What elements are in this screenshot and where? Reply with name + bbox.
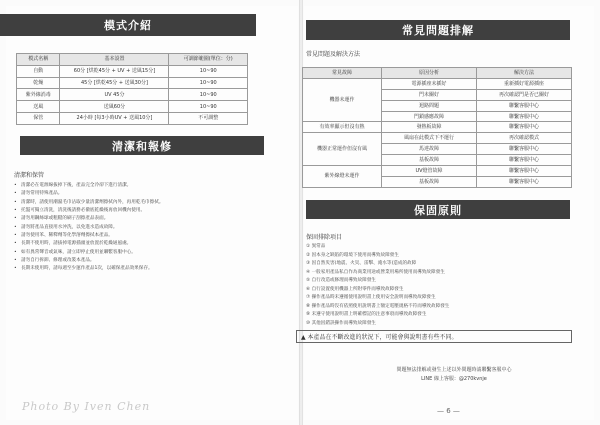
clean-title: 清潔和報修: [112, 139, 172, 153]
modes-header-name: 模式名稱: [17, 54, 60, 66]
list-item: • 請勿常用特殊產品。: [14, 191, 63, 197]
modes-header-range: 可調節範圍(單位：分): [169, 54, 248, 66]
list-item: • 請勿用鋼絲球或粗糙的刷子刮擦產品表面。: [14, 216, 109, 222]
table-cell: 10~90: [169, 77, 248, 89]
list-item-text: 請勿常用特殊產品。: [21, 191, 63, 197]
table-row: [17, 112, 248, 124]
table-cell: 機器正常運作但沒有風: [303, 133, 382, 166]
modes-table-header: [17, 54, 248, 66]
table-cell: UV 45分: [60, 89, 169, 101]
list-item: ⑦ 操作產品時未遵循使用說明書上使用安全說明而導致故障發生: [306, 295, 436, 300]
list-item-text: 如有異常聲音或氣味，請立即停止使用並聯繫客服中心。: [21, 249, 136, 255]
modes-header-basic: 基本設置: [60, 54, 169, 66]
modes-title: 模式介紹: [104, 19, 152, 32]
contact-info: [394, 366, 514, 384]
table-cell: 電源插座未插好: [382, 78, 477, 89]
faq-subtitle: 常見問題及解決方法: [306, 51, 361, 58]
notice-text: ▲ 本產品在不斷改進的狀況下，可能會與說明書有些不同。: [301, 334, 458, 341]
table-cell: 不可調整: [169, 112, 248, 124]
table-cell: 聯繫客服中心: [477, 176, 572, 187]
list-item: • 長期不使用時，請拔掉電源插頭並放置於乾燥通風處。: [14, 241, 132, 247]
table-cell: 馬達故障: [382, 144, 477, 155]
page-fold: [299, 0, 303, 425]
faq-header-problem: 常見故障: [303, 68, 382, 79]
table-cell: 紫外線燈未運作: [303, 166, 382, 188]
list-item-text: 托盤可獨立清洗，清洗後請務必徹底乾燥後再放回機內使用。: [21, 208, 146, 214]
table-cell: 風扇在此模式下不運行: [382, 133, 477, 144]
table-row: [303, 166, 572, 177]
list-item: • 清潔時，請使用潮濕毛巾沾取少量清潔劑擦拭內外，再用乾毛巾擦拭。: [14, 199, 164, 205]
list-item-text: 長期未使用時，請每週至少運作產品1次，以確保產品效果保存。: [21, 266, 153, 272]
table-row: [17, 65, 248, 77]
table-cell: 乾燥: [17, 77, 60, 89]
list-item-text: 清潔必在電源線拔掉下後，產品完全冷卻下進行清潔。: [21, 183, 132, 188]
table-cell: 45分 [烘乾45分 + 送風30分]: [60, 77, 169, 89]
table-cell: 再次確認門是否已關好: [477, 89, 572, 100]
table-cell: 60分 [烘乾45分 + UV + 送風15分]: [60, 65, 169, 77]
table-cell: 聯繫客服中心: [477, 111, 572, 122]
table-row: [303, 122, 572, 133]
modes-table: [16, 53, 248, 125]
faq-header-solution: 解決方法: [477, 68, 572, 79]
table-row: [17, 101, 248, 113]
list-item: ① 異常品: [306, 244, 326, 249]
table-row: [303, 78, 572, 89]
table-cell: 有效率顯示但沒有熱: [303, 122, 382, 133]
list-item: • 請勿自行拆卸、修理或改裝本產品。: [14, 258, 95, 264]
table-cell: 再次確認模式: [477, 133, 572, 144]
list-item-text: 請勿使用苯、稀釋劑等化學溶劑擦拭本產品。: [21, 233, 113, 239]
table-cell: 門鎖感應故障: [382, 111, 477, 122]
table-cell: 24小時 [每3小時UV + 送風10分]: [60, 112, 169, 124]
table-cell: 發熱板故障: [382, 122, 477, 133]
table-cell: 迴路問題: [382, 100, 477, 111]
clean-subtitle: 清潔和保管: [14, 172, 45, 179]
clean-section-header: [20, 136, 264, 155]
warranty-list: [306, 243, 449, 328]
table-cell: 送風: [17, 101, 60, 113]
table-cell: 送風60分: [60, 101, 169, 113]
page-number: — 6 —: [437, 407, 460, 415]
table-cell: 重新插好電源插座: [477, 78, 572, 89]
warranty-subtitle: 保固排除項目: [306, 234, 343, 241]
list-item-text: 請勿自行拆卸、修理或改裝本產品。: [21, 258, 95, 264]
table-cell: 聯繫客服中心: [477, 155, 572, 166]
list-item: ③ 因自然災害(地震、火災、雷擊、淹水等)造成的故障: [306, 261, 417, 266]
list-item: ⑩ 其他因錯誤操作而導致故障發生: [306, 320, 376, 326]
list-item-text: 請勿將產品直接用水沖洗，以免進水造成故障。: [21, 224, 118, 230]
list-item: • 如有異常聲音或氣味，請立即停止使用並聯繫客服中心。: [14, 249, 136, 255]
faq-table: [302, 67, 572, 188]
table-cell: 聯繫客服中心: [477, 100, 572, 111]
table-cell: 基板故障: [382, 155, 477, 166]
photo-watermark: Photo By Iven Chen: [22, 400, 151, 413]
table-row: [17, 89, 248, 101]
table-row: [17, 77, 248, 89]
table-cell: 10~90: [169, 101, 248, 113]
table-cell: 10~90: [169, 65, 248, 77]
table-cell: 基板故障: [382, 176, 477, 187]
table-cell: 機器未運作: [303, 78, 382, 122]
list-item-text: 清潔時，請使用潮濕毛巾沾取少量清潔劑擦拭內外，再用乾毛巾擦拭。: [21, 199, 164, 205]
clean-list: [14, 182, 276, 274]
list-item: ⑧ 操作產品時沒有依照使用說明書上額定電壓規格不符而導致故障發生: [306, 303, 450, 309]
warranty-section-header: [306, 200, 570, 219]
faq-title: 常見問題排解: [402, 24, 474, 37]
list-item: ⑥ 自行設置使用機器上所附零件而導致故障發生: [306, 286, 404, 292]
faq-table-header: [303, 68, 572, 79]
table-cell: 聯繫客服中心: [477, 122, 572, 133]
list-item: ⑨ 未遵守使用說明書上明確標記的注意事項而導致故障發生: [306, 312, 427, 317]
table-cell: 聯繫客服中心: [477, 144, 572, 155]
line-contact: LINE 線上客服：@270kvnje: [421, 376, 487, 382]
list-item: ⑤ 自行改造或修理而導致故障發生: [306, 278, 376, 283]
table-cell: UV燈管故障: [382, 166, 477, 177]
list-item: • 清潔必在電源線拔掉下後，產品完全冷卻下進行清潔。: [14, 183, 132, 188]
list-item-text: 請勿用鋼絲球或粗糙的刷子刮擦產品表面。: [21, 216, 109, 222]
table-row: [303, 133, 572, 144]
table-cell: 聯繫客服中心: [477, 166, 572, 177]
warranty-title: 保固原則: [414, 203, 462, 217]
table-cell: 自動: [17, 65, 60, 77]
table-cell: 門未關好: [382, 89, 477, 100]
table-cell: 紫外線消毒: [17, 89, 60, 101]
list-item: • 請勿將產品直接用水沖洗，以免進水造成故障。: [14, 224, 118, 230]
list-item: • 托盤可獨立清洗，清洗後請務必徹底乾燥後再放回機內使用。: [14, 208, 146, 214]
modes-section-header: [0, 14, 256, 36]
list-item: ④ 一般家用產品私自作為商業用途或營業用場所使用而導致故障發生: [306, 269, 445, 275]
table-cell: 保管: [17, 112, 60, 124]
list-item: • 請勿使用苯、稀釋劑等化學溶劑擦拭本產品。: [14, 233, 113, 239]
notice-box: [296, 330, 572, 343]
faq-header-cause: 原因分析: [382, 68, 477, 79]
contact-line: 問題無法排解或發生上述以外問題時請聯繫客服中心: [396, 367, 512, 373]
list-item: • 長期未使用時，請每週至少運作產品1次，以確保產品效果保存。: [14, 266, 153, 272]
faq-section-header: [306, 20, 570, 40]
table-cell: 10~90: [169, 89, 248, 101]
list-item: ② 因本身之缺陷的環境下使用而導致故障發生: [306, 252, 399, 258]
list-item-text: 長期不使用時，請拔掉電源插頭並放置於乾燥通風處。: [21, 241, 132, 247]
